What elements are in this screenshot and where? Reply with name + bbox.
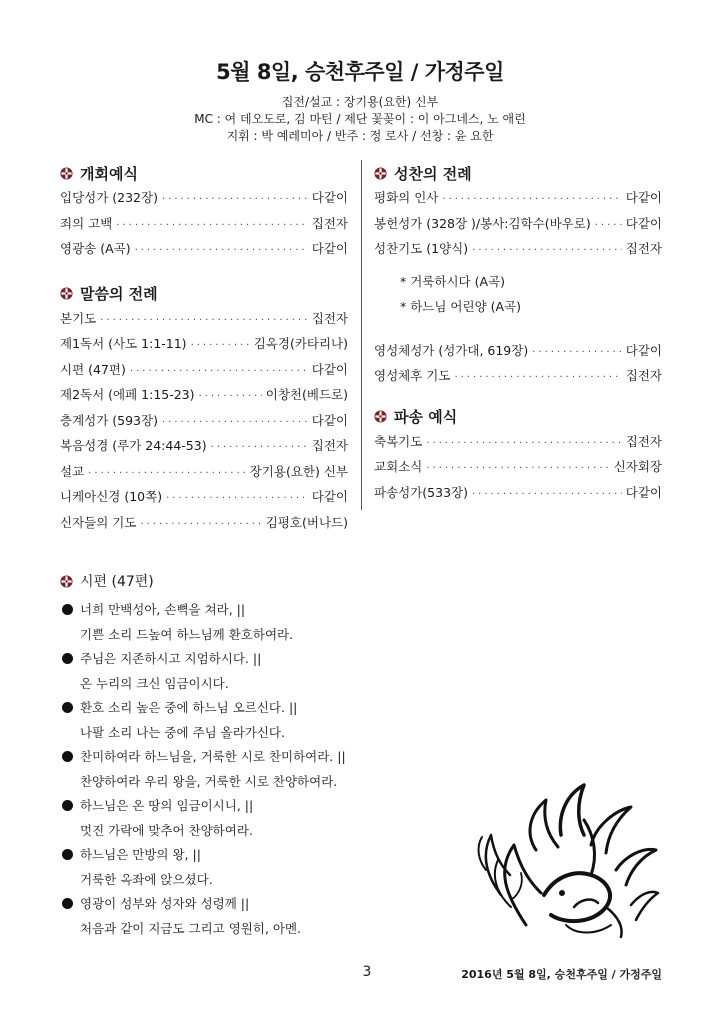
item-label: 본기도 (60, 310, 97, 326)
item-value: 다같이 (625, 342, 662, 358)
item-value: 집전자 (311, 215, 348, 231)
psalm-section (60, 568, 460, 941)
section-title: 개회예식 (80, 164, 138, 183)
item-label: 신자들의 기도 (60, 514, 137, 530)
item-value: 김평호(버나드) (265, 514, 348, 530)
item-label: 층계성가 (593장) (60, 412, 158, 428)
item-label: 시편 (47편) (60, 361, 126, 377)
section-title: 말씀의 전례 (80, 285, 158, 303)
credit-line: 집전/설교 : 장기용(요한) 신부 (281, 95, 439, 109)
sub-notes (374, 269, 662, 319)
item-label: 평화의 인사 (374, 190, 439, 205)
item-value: 이창천(베드로) (265, 387, 348, 402)
order-item (60, 487, 348, 513)
order-item (60, 309, 348, 335)
item-value: 집전자 (625, 241, 662, 256)
entry-list (374, 432, 662, 509)
item-label: 복음성경 (루가 24:44-53) (60, 438, 207, 453)
leader-dots (595, 220, 622, 231)
section-title: 성찬의 전례 (394, 164, 472, 183)
item-value: 다같이 (311, 361, 348, 377)
item-label: 영성체성가 (성가대, 619장) (374, 342, 529, 358)
order-item (60, 334, 348, 360)
item-value: 신자회장 (613, 459, 662, 474)
leader-dots (140, 519, 261, 530)
order-item (374, 483, 662, 509)
item-label: 죄의 고백 (60, 215, 113, 231)
order-item (60, 411, 348, 437)
cross-icon (60, 287, 73, 300)
item-value: 다같이 (311, 241, 348, 256)
verse-line-leader: 너희 만백성아, 손뼉을 쳐라, || (60, 598, 460, 623)
leader-dots (162, 194, 308, 205)
leader-dots (162, 417, 308, 428)
leader-dots (454, 372, 621, 383)
item-value: 집전자 (625, 433, 662, 449)
verse-line-response: 기쁜 소리 드높여 하느님께 환호하여라. (80, 626, 294, 642)
note-item: * 하느님 어린양 (A곡) (400, 298, 521, 314)
verse-line-leader: 영광이 성부와 성자와 성령께 || (60, 892, 460, 917)
item-value: 집전자 (311, 438, 348, 453)
leader-dots (426, 438, 621, 449)
leader-dots (166, 493, 308, 504)
cross-icon (374, 410, 387, 423)
leader-dots (191, 340, 250, 351)
item-label: 제2독서 (에페 1:15-23) (60, 387, 195, 402)
order-item (374, 214, 662, 240)
order-item (374, 188, 662, 214)
section-heading-opening (60, 160, 348, 186)
section-heading-dismissal (374, 404, 662, 430)
left-column (60, 160, 348, 542)
item-value: 다같이 (625, 215, 662, 231)
item-value: 다같이 (311, 412, 348, 428)
item-label: 파송성가(533장) (374, 484, 468, 500)
item-label: 교회소식 (374, 459, 423, 474)
item-value: 다같이 (625, 190, 662, 205)
entry-list (60, 309, 348, 539)
item-label: 영성체후 기도 (374, 368, 451, 383)
entry-list (60, 188, 348, 265)
leader-dots (532, 347, 622, 358)
verse-line-leader: 환호 소리 높은 중에 하느님 오르신다. || (60, 696, 460, 721)
order-item (60, 436, 348, 462)
item-label: 성찬기도 (1양식) (374, 241, 469, 256)
leader-dots (130, 366, 308, 377)
psalm-heading (60, 568, 460, 594)
item-value: 김옥경(카타리나) (253, 336, 348, 351)
order-item (374, 366, 662, 392)
cross-icon (60, 167, 73, 180)
verse-line-response: 멋진 가락에 맞추어 찬양하여라. (80, 822, 253, 838)
credits (0, 94, 720, 145)
section-heading-word (60, 281, 348, 307)
order-item (60, 239, 348, 265)
verse-line-leader: 찬미하여라 하느님을, 거룩한 시로 찬미하여라. || (60, 745, 460, 770)
item-value: 다같이 (625, 484, 662, 500)
verse-line-leader: 주님은 지존하시고 지엄하시다. || (60, 647, 460, 672)
leader-dots (135, 245, 308, 256)
order-item (60, 214, 348, 240)
leader-dots (426, 463, 609, 474)
verse-line-leader: 하느님은 온 땅의 임금이시니, || (60, 794, 460, 819)
order-item (60, 513, 348, 539)
item-label: 축복기도 (374, 433, 423, 449)
psalm-title: 시편 (47편) (80, 574, 154, 590)
item-label: 봉헌성가 (328장 )/봉사:김학수(바우로) (374, 215, 591, 231)
item-label: 설교 (60, 463, 85, 479)
leader-dots (211, 442, 308, 453)
item-value: 다같이 (311, 190, 348, 205)
order-item (60, 360, 348, 386)
item-label: 니케아신경 (10쪽) (60, 489, 163, 504)
verse-line-response: 나팔 소리 나는 중에 주님 올라가신다. (80, 724, 285, 740)
leader-dots (472, 245, 622, 256)
entry-list (374, 188, 662, 265)
right-column (374, 160, 662, 512)
order-item (374, 432, 662, 458)
order-item (374, 239, 662, 265)
item-label: 입당성가 (232장) (60, 190, 158, 205)
credit-line: 지휘 : 박 예레미아 / 반주 : 정 로사 / 선창 : 윤 요한 (226, 129, 494, 143)
note-item: * 거룩하시다 (A곡) (400, 273, 505, 289)
footer-caption: 2016년 5월 8일, 승천후주일 / 가정주일 (461, 968, 662, 981)
leader-dots (88, 468, 246, 479)
leader-dots (442, 194, 621, 205)
section-title: 파송 예식 (394, 408, 458, 426)
leader-dots (472, 489, 622, 500)
verse-line-response: 온 누리의 크신 임금이시다. (80, 675, 229, 691)
item-value: 다같이 (311, 489, 348, 504)
leader-dots (199, 391, 262, 402)
column-divider (361, 160, 362, 510)
cross-icon (60, 575, 73, 588)
section-heading-eucharist (374, 160, 662, 186)
cross-icon (374, 167, 387, 180)
item-label: 제1독서 (사도 1:1-11) (60, 336, 187, 351)
item-value: 장기용(요한) 신부 (249, 463, 348, 479)
page-title: 5월 8일, 승천후주일 / 가정주일 (216, 60, 504, 84)
verse-line-response: 처음과 같이 지금도 그리고 영원히, 아멘. (80, 920, 302, 936)
item-label: 영광송 (A곡) (60, 241, 131, 256)
credit-line: MC : 여 데오도로, 김 마틴 / 제단 꽃꽂이 : 이 아그네스, 노 애린 (194, 112, 526, 126)
order-item (374, 457, 662, 483)
order-item (60, 385, 348, 411)
item-value: 집전자 (625, 368, 662, 383)
item-value: 집전자 (311, 310, 348, 326)
verse-line-leader: 하느님은 만방의 왕, || (60, 843, 460, 868)
leader-dots (100, 315, 308, 326)
verse-line-response: 거룩한 옥좌에 앉으셨다. (80, 871, 213, 887)
verse-line-response: 찬양하여라 우리 왕을, 거룩한 시로 찬양하여라. (80, 773, 338, 789)
entry-list (374, 341, 662, 392)
page-number: 3 (362, 964, 372, 980)
dove-flame-illustration (466, 775, 666, 945)
order-item (60, 462, 348, 488)
leader-dots (116, 220, 307, 231)
order-item (60, 188, 348, 214)
order-item (374, 341, 662, 367)
